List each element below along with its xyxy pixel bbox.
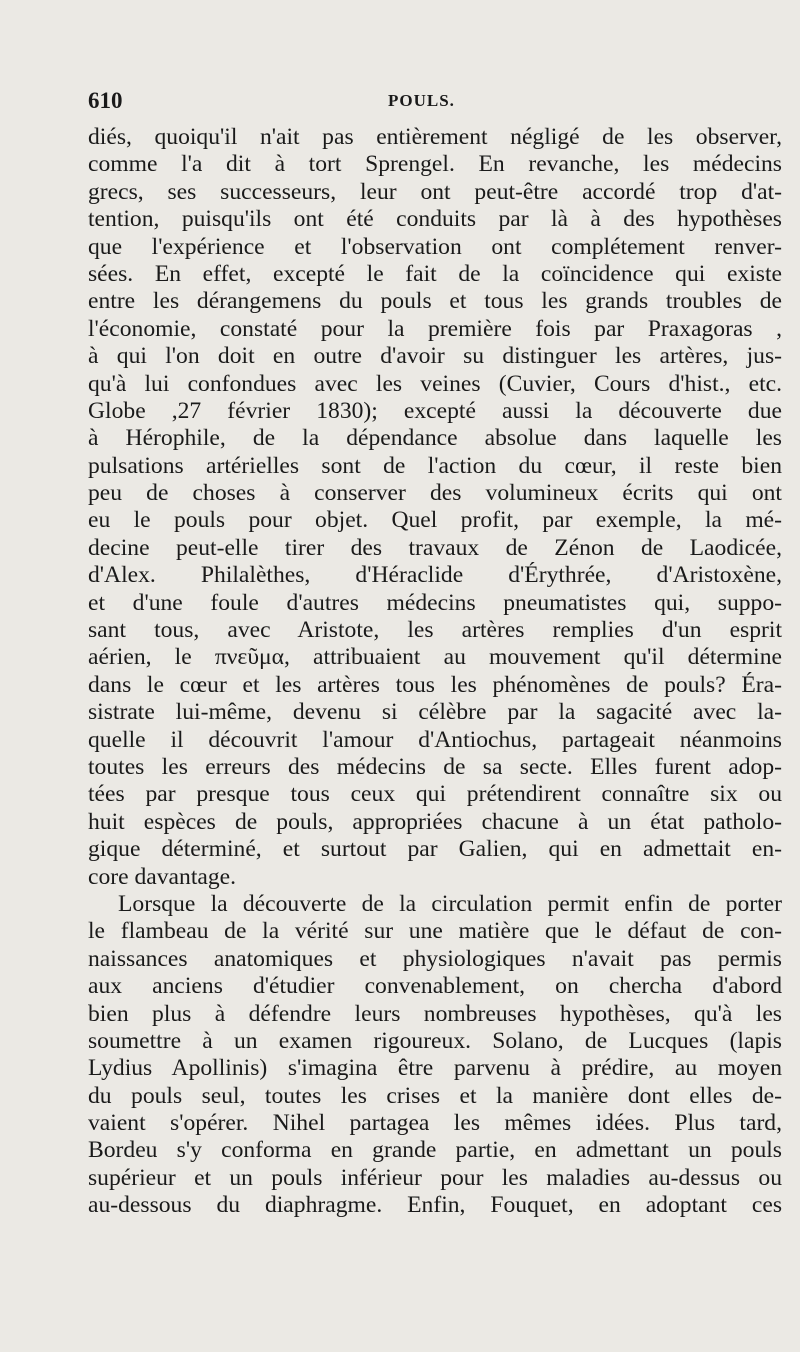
text-line: tées par presque tous ceux qui prétendirent connaître six ou xyxy=(88,781,782,808)
text-line: Bordeu s'y conforma en grande partie, en admettant un pouls xyxy=(88,1137,782,1164)
text-line: huit espèces de pouls, appropriées chacune à un état patholo- xyxy=(88,808,782,835)
text-line: decine peut-elle tirer des travaux de Zénon de Laodicée, xyxy=(88,534,782,561)
text-line: toutes les erreurs des médecins de sa secte. Elles furent adop- xyxy=(88,753,782,780)
text-line: au-dessous du diaphragme. Enfin, Fouquet, en adoptant ces xyxy=(88,1192,782,1219)
text-line: entre les dérangemens du pouls et tous les grands troubles de xyxy=(88,288,782,315)
text-line: qu'à lui confondues avec les veines (Cuvier, Cours d'hist., etc. xyxy=(88,370,782,397)
text-line: Lydius Apollinis) s'imagina être parvenu à prédire, au moyen xyxy=(88,1055,782,1082)
text-line: sées. En effet, excepté le fait de la coïncidence qui existe xyxy=(88,260,782,287)
text-line: dans le cœur et les artères tous les phénomènes de pouls? Éra- xyxy=(88,671,782,698)
text-line: soumettre à un examen rigoureux. Solano, de Lucques (lapis xyxy=(88,1027,782,1054)
text-line: à Hérophile, de la dépendance absolue dans laquelle les xyxy=(88,425,782,452)
text-line: que l'expérience et l'observation ont complétement renver- xyxy=(88,233,782,260)
text-line: gique déterminé, et surtout par Galien, qui en admettait en- xyxy=(88,836,782,863)
text-line: pulsations artérielles sont de l'action du cœur, il reste bien xyxy=(88,452,782,479)
text-line: quelle il découvrit l'amour d'Antiochus, partageait néanmoins xyxy=(88,726,782,753)
page-number: 610 xyxy=(88,88,123,113)
text-line: aux anciens d'étudier convenablement, on chercha d'abord xyxy=(88,973,782,1000)
text-line: diés, quoiqu'il n'ait pas entièrement négligé de les observer, xyxy=(88,124,782,150)
text-line: tention, puisqu'ils ont été conduits par là à des hypothèses xyxy=(88,206,782,233)
text-line: aérien, le πνεῦμα, attribuaient au mouvement qu'il détermine xyxy=(88,644,782,671)
text-line: vaient s'opérer. Nihel partagea les mêmes idées. Plus tard, xyxy=(88,1110,782,1137)
text-line: Globe ,27 février 1830); excepté aussi la découverte due xyxy=(88,397,782,424)
text-line: supérieur et un pouls inférieur pour les maladies au-dessus ou xyxy=(88,1164,782,1191)
text-line: et d'une foule d'autres médecins pneumatistes qui, suppo- xyxy=(88,589,782,616)
running-title: POULS. xyxy=(388,91,455,110)
text-line: peu de choses à conserver des volumineux écrits qui ont xyxy=(88,480,782,507)
text-line: du pouls seul, toutes les crises et la manière dont elles de- xyxy=(88,1082,782,1109)
paragraph-2 xyxy=(88,891,782,1220)
text-line: Lorsque la découverte de la circulation permit enfin de porter xyxy=(118,890,782,917)
text-line: sistrate lui-même, devenu si célèbre par la sagacité avec la- xyxy=(88,699,782,726)
text-line: eu le pouls pour objet. Quel profit, par exemple, la mé- xyxy=(88,507,782,534)
text-line: grecs, ses successeurs, leur ont peut-être accordé trop d'at- xyxy=(88,178,782,205)
text-line: le flambeau de la vérité sur une matière que le défaut de con- xyxy=(88,918,782,945)
paragraph-1 xyxy=(88,124,782,891)
text-line: bien plus à défendre leurs nombreuses hypothèses, qu'à les xyxy=(88,1000,782,1027)
text-line: à qui l'on doit en outre d'avoir su distinguer les artères, jus- xyxy=(88,343,782,370)
text-line: comme l'a dit à tort Sprengel. En revanche, les médecins xyxy=(88,151,782,178)
text-line: sant tous, avec Aristote, les artères remplies d'un esprit xyxy=(88,617,782,644)
running-head xyxy=(88,88,778,118)
text-line: l'économie, constaté pour la première fois par Praxagoras , xyxy=(88,315,782,342)
body-text xyxy=(88,124,782,1220)
text-line: core davantage. xyxy=(88,863,237,890)
text-line: naissances anatomiques et physiologiques n'avait pas permis xyxy=(88,945,782,972)
text-line: d'Alex. Philalèthes, d'Héraclide d'Érythrée, d'Aristoxène, xyxy=(88,562,782,589)
